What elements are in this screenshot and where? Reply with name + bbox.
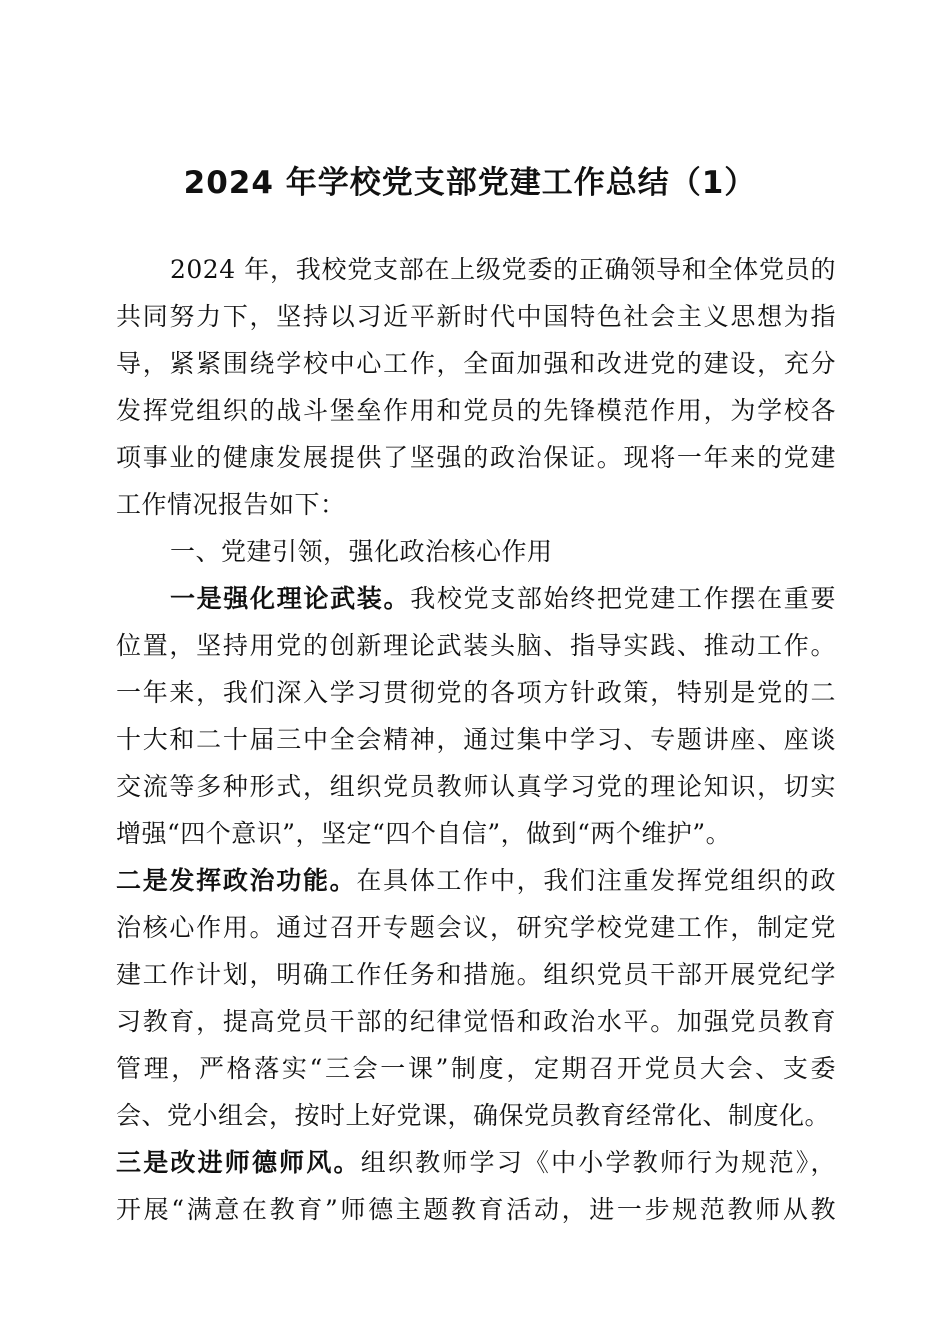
paragraph-line: 管理，严格落实“三会一课”制度，定期召开党员大会、支委: [116, 1054, 836, 1083]
paragraph-line: 一年来，我们深入学习贯彻党的各项方针政策，特别是党的二: [116, 678, 836, 707]
point-text: 组织教师学习《中小学教师行为规范》，: [360, 1148, 836, 1177]
paragraph-line: 会、党小组会，按时上好党课，确保党员教育经常化、制度化。: [116, 1101, 831, 1130]
paragraph-line: 增强“四个意识”，坚定“四个自信”，做到“两个维护”。: [116, 819, 732, 848]
paragraph-line: 共同努力下，坚持以习近平新时代中国特色社会主义思想为指: [116, 302, 836, 331]
paragraph-line: 开展“满意在教育”师德主题教育活动，进一步规范教师从教: [116, 1195, 836, 1224]
paragraph-line: 发挥党组织的战斗堡垒作用和党员的先锋模范作用，为学校各: [116, 396, 836, 425]
paragraph-line: 项事业的健康发展提供了坚强的政治保证。现将一年来的党建: [116, 443, 836, 472]
paragraph-line: 十大和二十届三中全会精神，通过集中学习、专题讲座、座谈: [116, 725, 836, 754]
point-lead: 一是强化理论武装。: [170, 584, 411, 613]
paragraph-line: 工作情况报告如下：: [116, 490, 346, 519]
point-text: 在具体工作中，我们注重发挥党组织的政: [356, 866, 836, 895]
paragraph-line: 建工作计划，明确工作任务和措施。组织党员干部开展党纪学: [116, 960, 836, 989]
paragraph-line: 交流等多种形式，组织党员教师认真学习党的理论知识，切实: [116, 772, 836, 801]
paragraph-line: 治核心作用。通过召开专题会议，研究学校党建工作，制定党: [116, 913, 836, 942]
paragraph-line: 位置，坚持用党的创新理论武装头脑、指导实践、推动工作。: [116, 631, 836, 660]
paragraph-line: 2024 年，我校党支部在上级党委的正确领导和全体党员的: [170, 255, 836, 284]
paragraph-line: [116, 575, 836, 622]
point-text: 我校党支部始终把党建工作摆在重要: [410, 584, 836, 613]
point-lead: 二是发挥政治功能。: [116, 866, 357, 895]
point-lead: 三是改进师德师风。: [116, 1148, 361, 1177]
paragraph-line: [116, 857, 836, 904]
paragraph-line: [116, 1139, 836, 1186]
paragraph-line: 习教育，提高党员干部的纪律觉悟和政治水平。加强党员教育: [116, 1007, 836, 1036]
section-heading: 一、党建引领，强化政治核心作用: [170, 537, 553, 566]
paragraph-line: 导，紧紧围绕学校中心工作，全面加强和改进党的建设，充分: [116, 349, 836, 378]
document-body: [116, 246, 836, 1233]
document-title: 2024 年学校党支部党建工作总结（1）: [183, 165, 757, 201]
